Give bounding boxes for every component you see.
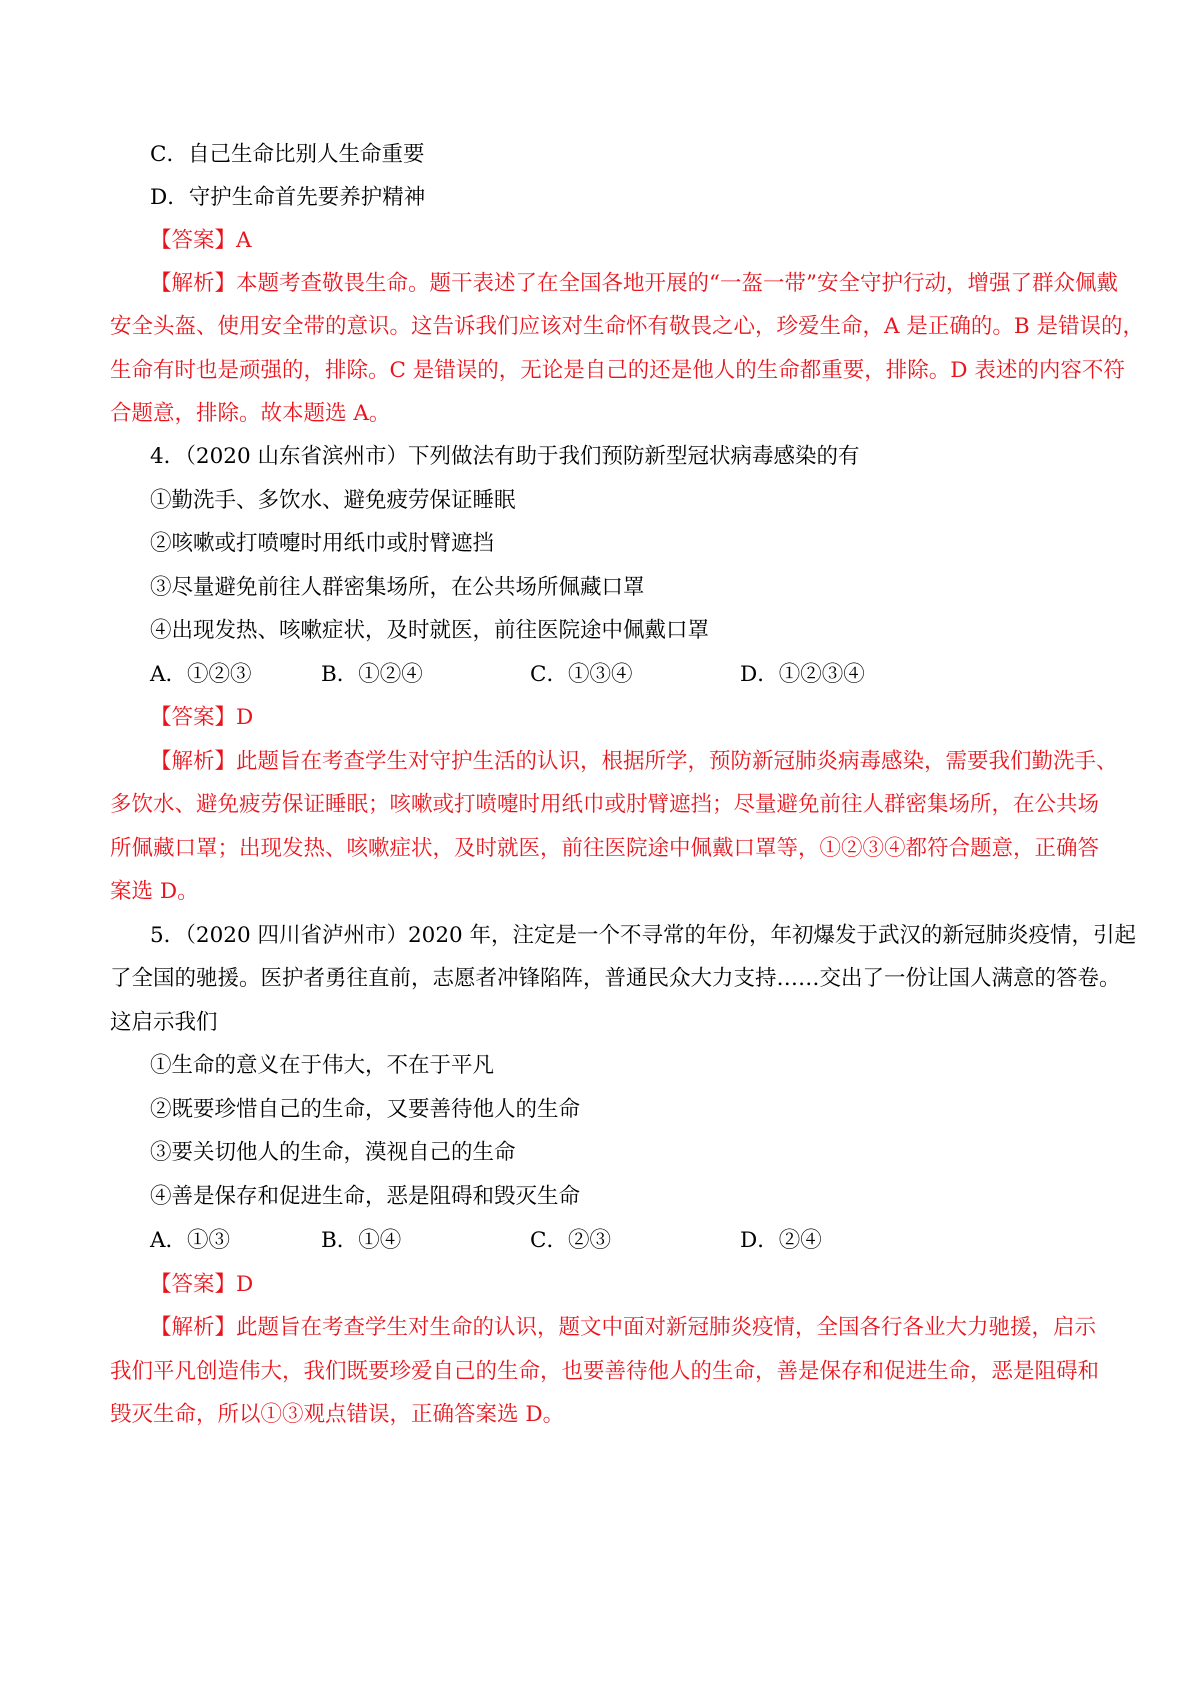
q5-analysis-line: 我们平凡创造伟大，我们既要珍爱自己的生命，也要善待他人的生命，善是保存和促进生命，恶是阻碍和 xyxy=(110,1359,1100,1384)
q3-analysis-line: 【解析】本题考查敬畏生命。题干表述了在全国各地开展的“一盔一带”安全守护行动，增强了群众佩戴 xyxy=(150,271,1118,296)
q3-analysis-line: 安全头盔、使用安全带的意识。这告诉我们应该对生命怀有敬畏之心，珍爱生命，A 是正确的。B 是错误的， xyxy=(110,314,1144,339)
q5-option-c: C．②③ xyxy=(530,1228,611,1253)
q5-analysis-line: 【解析】此题旨在考查学生对生命的认识，题文中面对新冠肺炎疫情，全国各行各业大力驰援，启示 xyxy=(150,1315,1097,1340)
q4-item: ①勤洗手、多饮水、避免疲劳保证睡眠 xyxy=(150,488,516,513)
q5-item: ②既要珍惜自己的生命，又要善待他人的生命 xyxy=(150,1097,581,1122)
q3-option-d: D．守护生命首先要养护精神 xyxy=(150,185,426,210)
q5-stem-line: 了全国的驰援。医护者勇往直前，志愿者冲锋陷阵，普通民众大力支持……交出了一份让国人满意的答卷。 xyxy=(110,966,1121,991)
q4-stem: 4．（2020 山东省滨州市）下列做法有助于我们预防新型冠状病毒感染的有 xyxy=(150,444,860,469)
q4-analysis-line: 案选 D。 xyxy=(110,879,199,904)
q4-item: ②咳嗽或打喷嚏时用纸巾或肘臂遮挡 xyxy=(150,531,495,556)
q5-option-b: B．①④ xyxy=(321,1228,402,1253)
q3-answer: 【答案】A xyxy=(150,228,252,253)
q5-analysis-line: 毁灭生命，所以①③观点错误，正确答案选 D。 xyxy=(110,1402,565,1427)
q5-option-d: D．②④ xyxy=(740,1228,822,1253)
q4-answer: 【答案】D xyxy=(150,705,254,730)
q3-analysis-line: 生命有时也是顽强的，排除。C 是错误的，无论是自己的还是他人的生命都重要，排除。D 表述的内容不符 xyxy=(110,358,1125,383)
q5-stem-line: 这启示我们 xyxy=(110,1010,218,1035)
q5-item: ④善是保存和促进生命，恶是阻碍和毁灭生命 xyxy=(150,1184,581,1209)
q4-item: ④出现发热、咳嗽症状，及时就医，前往医院途中佩戴口罩 xyxy=(150,618,710,643)
q3-option-c: C．自己生命比别人生命重要 xyxy=(150,142,425,167)
q4-item: ③尽量避免前往人群密集场所，在公共场所佩藏口罩 xyxy=(150,575,645,600)
q5-answer: 【答案】D xyxy=(150,1272,254,1297)
q4-option-b: B．①②④ xyxy=(321,662,423,687)
q5-item: ③要关切他人的生命，漠视自己的生命 xyxy=(150,1140,516,1165)
q4-analysis-line: 多饮水、避免疲劳保证睡眠；咳嗽或打喷嚏时用纸巾或肘臂遮挡；尽量避免前往人群密集场所，在公共场 xyxy=(110,792,1100,817)
q4-option-d: D．①②③④ xyxy=(740,662,865,687)
q5-option-a: A．①③ xyxy=(150,1228,231,1253)
q3-analysis-line: 合题意，排除。故本题选 A。 xyxy=(110,401,391,426)
q5-stem-line: 5．（2020 四川省泸州市）2020 年，注定是一个不寻常的年份，年初爆发于武汉的新冠肺炎疫情，引起 xyxy=(150,923,1137,948)
q4-analysis-line: 【解析】此题旨在考查学生对守护生活的认识，根据所学，预防新冠肺炎病毒感染，需要我们勤洗手、 xyxy=(150,749,1118,774)
q4-option-a: A．①②③ xyxy=(150,662,252,687)
q4-option-c: C．①③④ xyxy=(530,662,633,687)
q5-item: ①生命的意义在于伟大，不在于平凡 xyxy=(150,1053,495,1078)
q4-analysis-line: 所佩藏口罩；出现发热、咳嗽症状，及时就医，前往医院途中佩戴口罩等，①②③④都符合题意，正确答 xyxy=(110,836,1100,861)
